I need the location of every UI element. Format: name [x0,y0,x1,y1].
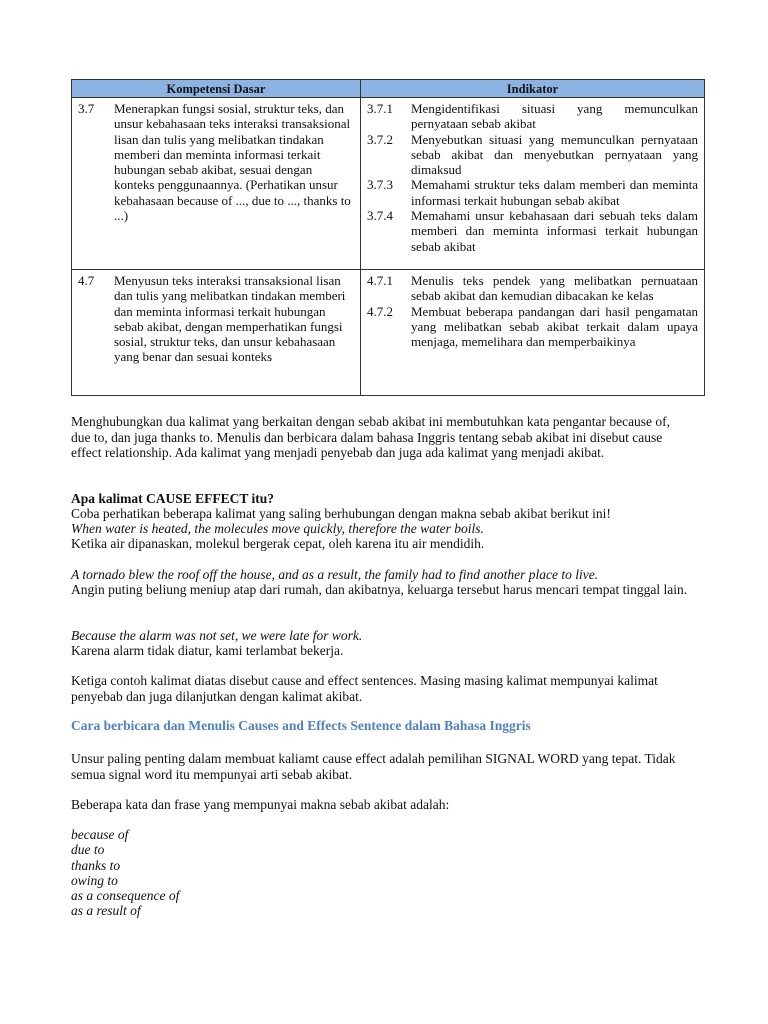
indicator-text: Memahami struktur teks dalam memberi dan meminta informasi terkait hubungan sebab akibat [411,177,698,208]
kd-cell [72,98,361,270]
example-1-english: When water is heated, the molecules move quickly, therefore the water boils. [71,521,484,536]
indicator-text: Memahami unsur kebahasaan dari sebuah teks dalam memberi dan meminta informasi terkait hubungan sebab akibat [411,208,698,254]
list-item: because of [71,827,129,842]
table-row [72,98,705,270]
indicator-number: 3.7.3 [367,177,393,193]
header-indikator: Indikator [361,80,705,98]
list-item: as a result of [71,903,141,919]
indicator-item [367,101,698,132]
indicator-item [367,273,698,304]
example-1-translation: Ketika air dipanaskan, molekul bergerak cepat, oleh karena itu air mendidih. [71,536,485,551]
example-2-translation: Angin puting beliung meniup atap dari rumah, dan akibatnya, keluarga tersebut harus mencari tempat tinggal lain. [71,582,688,597]
list-item: owing to [71,872,118,888]
example-2-english: A tornado blew the roof off the house, and as a result, the family had to find another place to live. [71,567,599,582]
indicator-number: 4.7.2 [367,303,393,319]
indicator-number: 4.7.1 [367,273,393,288]
indicator-number: 3.7.2 [367,131,393,147]
header-kompetensi-dasar: Kompetensi Dasar [72,80,361,98]
indicator-item [367,304,698,350]
lead-sentence: Coba perhatikan beberapa kalimat yang saling berhubungan dengan makna sebab akibat berikut ini! [71,506,611,521]
indicator-text: Mengidentifikasi situasi yang memunculkan pernyataan sebab akibat [411,101,698,132]
section-heading-how-to: Cara berbicara dan Menulis Causes and Effects Sentence dalam Bahasa Inggris [71,718,531,733]
example-3-translation: Karena alarm tidak diatur, kami terlambat bekerja. [71,643,344,658]
kd-text: Menyusun teks interaksi transaksional lisan dan tulis yang melibatkan tindakan memberi dan meminta informasi terkait hubungan sebab akibat, dengan memperhatikan fungsi sosial, struktur teks, dan unsur kebahasaan yang benar dan sesuai konteks [114,273,346,365]
example-3-english: Because the alarm was not set, we were late for work. [71,628,363,643]
indicator-cell [361,270,705,396]
indicator-item [367,177,698,208]
table-header-row [72,80,705,98]
kd-number: 3.7 [78,101,95,116]
list-item: due to [71,842,105,858]
indicator-item [367,208,698,254]
summary-paragraph: Ketiga contoh kalimat diatas disebut cause and effect sentences. Masing masing kalimat mempunyai kalimat penyebab dan juga dilanjutkan dengan kalimat akibat. [71,673,658,704]
list-item: as a consequence of [71,888,180,904]
signal-word-paragraph: Unsur paling penting dalam membuat kaliamt cause effect adalah pemilihan SIGNAL WORD yang tepat. Tidak semua signal word itu mempunyai arti sebab akibat. [71,751,676,782]
indicator-text: Membuat beberapa pandangan dari hasil pengamatan yang melibatkan sebab akibat terkait dalam upaya menjaga, memelihara dan memperbaikinya [411,303,698,350]
kd-text: Menerapkan fungsi sosial, struktur teks, dan unsur kebahasaan teks interaksi transaksional lisan dan tulis yang melibatkan tindakan memberi dan meminta informasi terkait hubungan sebab akibat, sesuai dengan konteks penggunaannya. (Perhatikan unsur kebahasaan because of ..., due to ..., thanks to ...) [114,101,351,224]
signal-word-intro: Beberapa kata dan frase yang mempunyai makna sebab akibat adalah: [71,797,450,812]
indicator-number: 3.7.1 [367,101,393,116]
kd-cell [72,270,361,396]
indicator-item [367,132,698,178]
table-row [72,270,705,396]
indicator-text: Menyebutkan situasi yang memunculkan pernyataan sebab akibat dan menyebutkan pernyataan yang dimaksud [411,131,698,178]
indicator-text: Menulis teks pendek yang melibatkan pernuataan sebab akibat dan kemudian dibacakan ke kelas [411,273,698,304]
competency-table [71,79,705,396]
section-heading-cause-effect: Apa kalimat CAUSE EFFECT itu? [71,491,275,506]
kd-number: 4.7 [78,273,95,288]
indicator-cell [361,98,705,270]
indicator-number: 3.7.4 [367,208,393,224]
intro-paragraph: Menghubungkan dua kalimat yang berkaitan dengan sebab akibat ini membutuhkan kata pengantar because of, due to, dan juga thanks to. Menulis dan berbicara dalam bahasa Inggris tentang sebab akibat ini disebut cause effect relationship. Ada kalimat yang menjadi penyebab dan juga ada kalimat yang menjadi akibat. [71,414,671,460]
list-item: thanks to [71,857,121,873]
signal-word-list [71,827,691,919]
